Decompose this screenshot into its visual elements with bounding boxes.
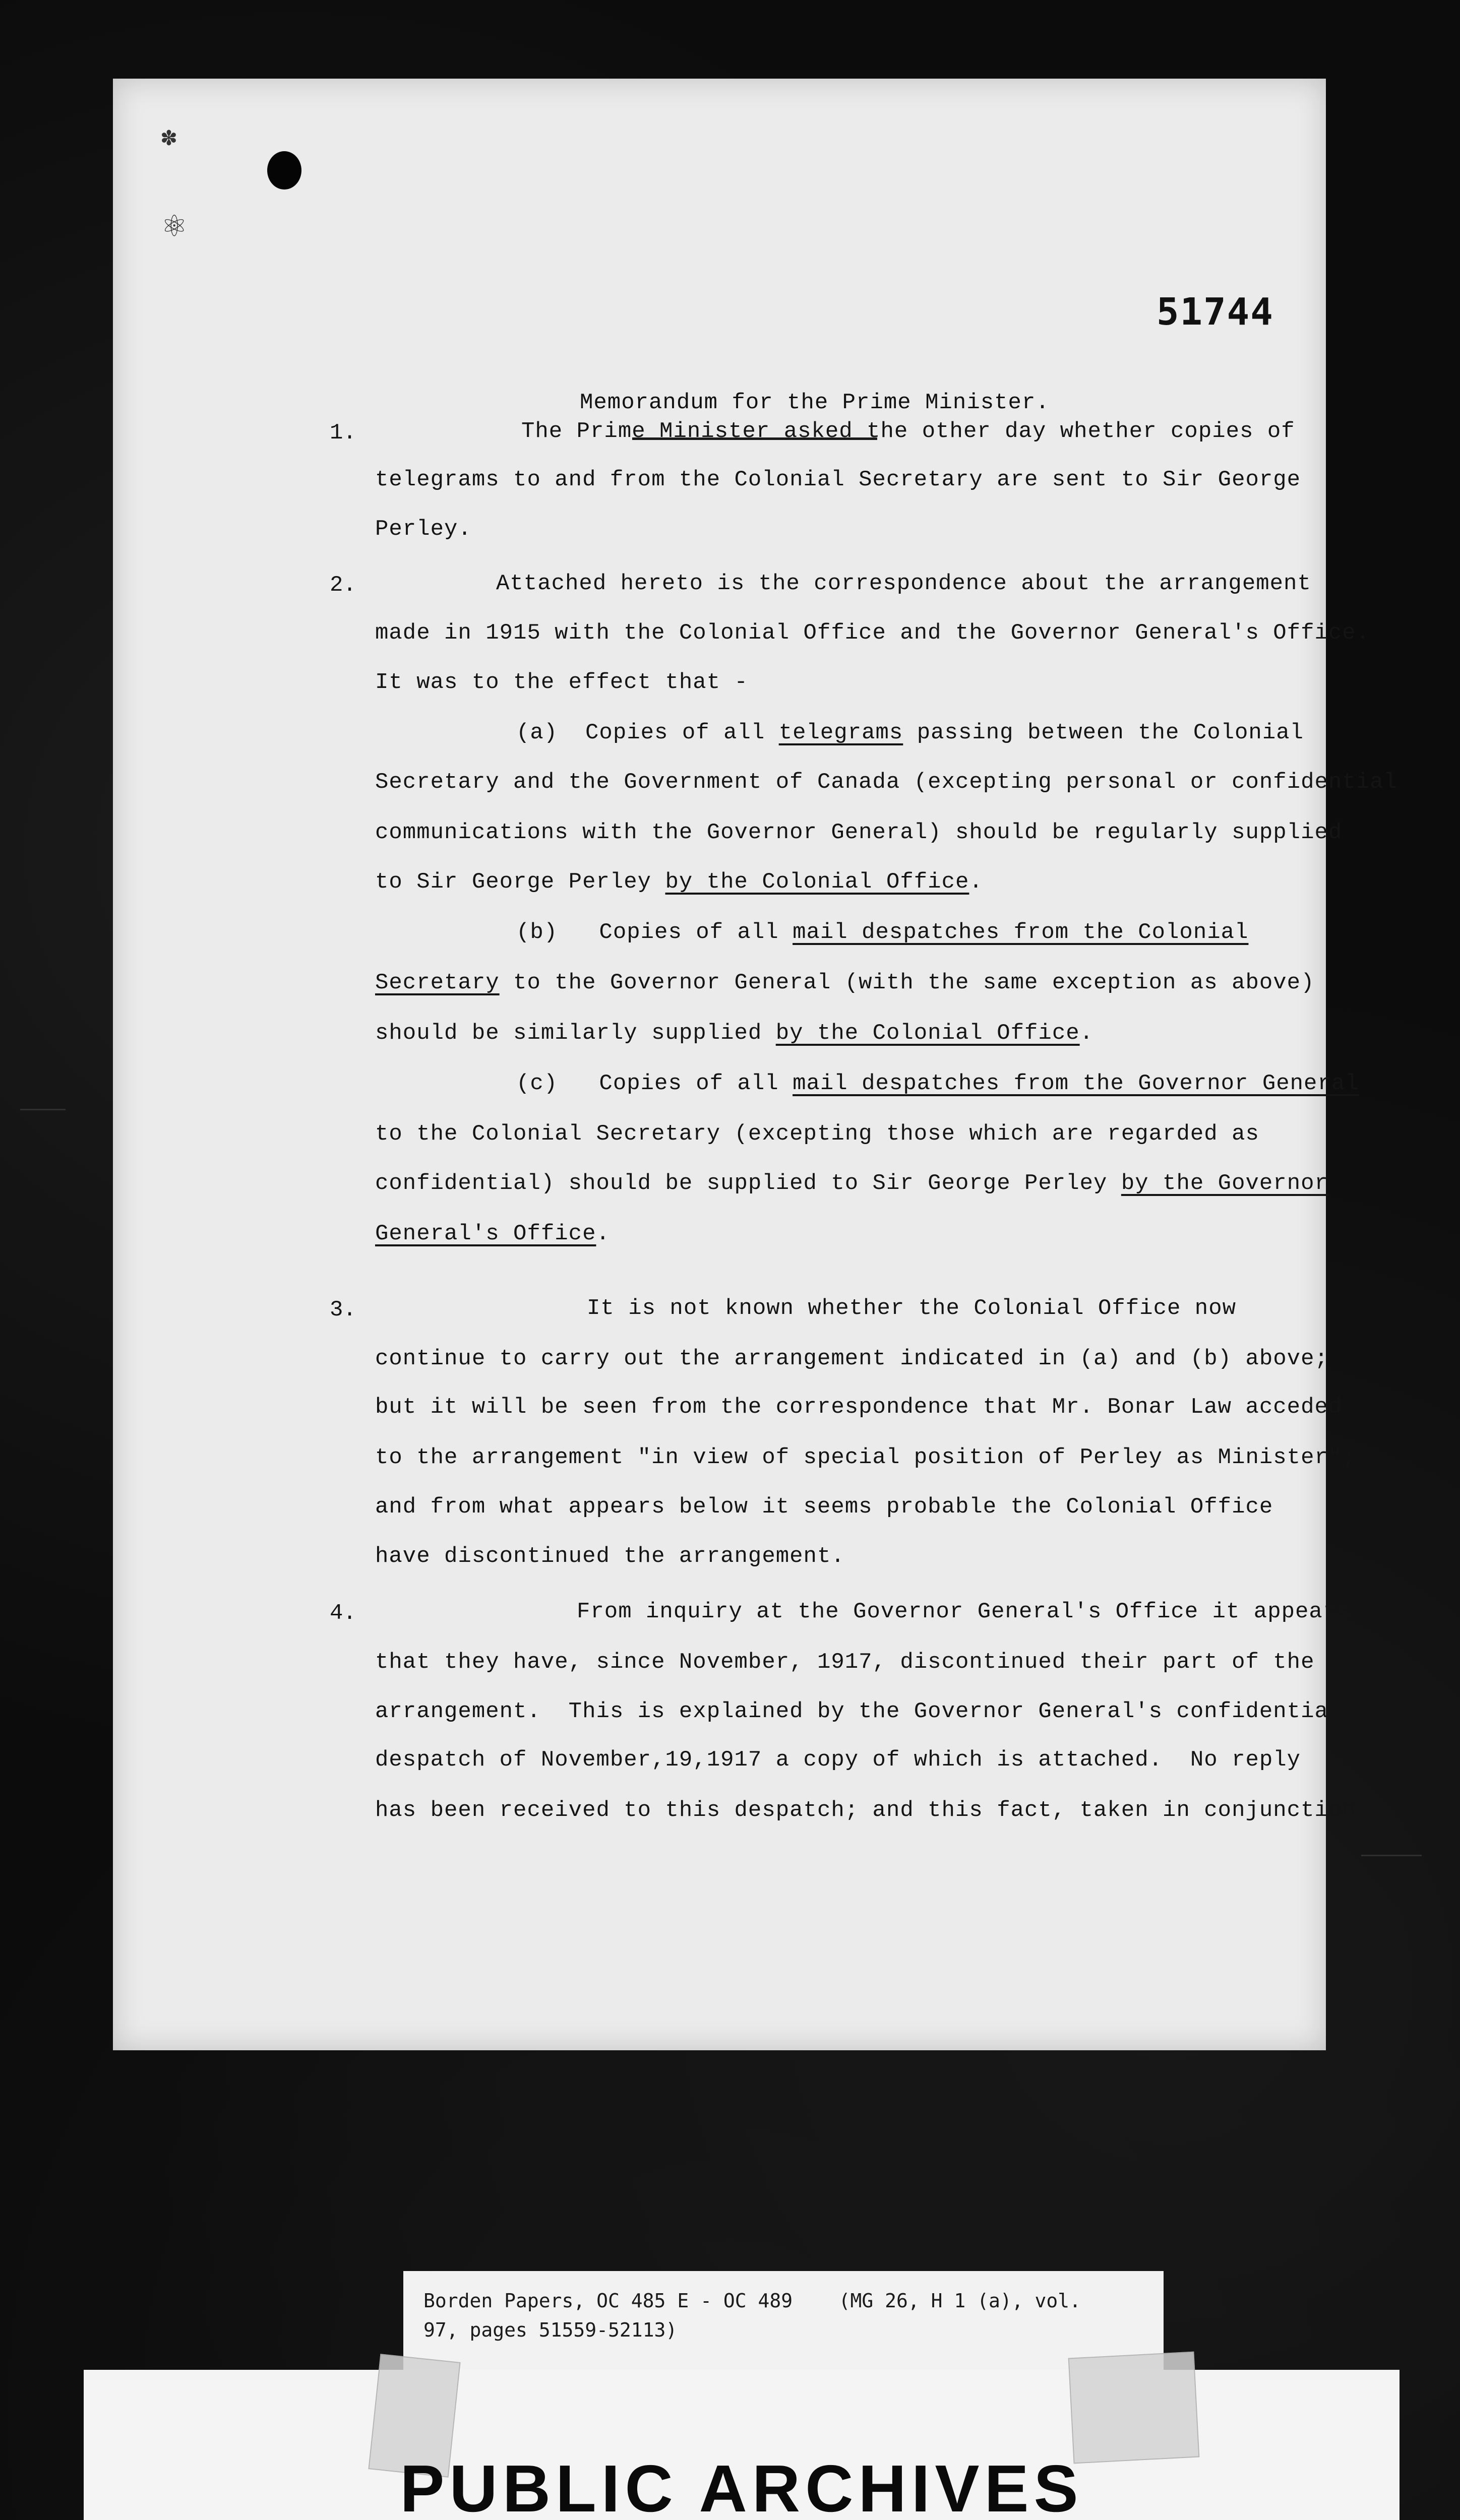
text-segment: (c) Copies of all	[516, 1071, 793, 1096]
text-segment: It is not known whether the Colonial	[587, 1296, 1098, 1321]
paragraph-number: 4.	[330, 1601, 356, 1626]
text-segment: arrangement. This is explained by the Governor General's confidential	[375, 1699, 1343, 1724]
text-line	[375, 1545, 845, 1567]
underlined-phrase: by the Colonial Office	[665, 869, 969, 895]
punch-hole	[267, 151, 301, 190]
text-segment: .	[1079, 1021, 1094, 1046]
underlined-phrase: General's Office	[375, 1221, 596, 1246]
text-line	[516, 921, 1248, 943]
text-segment: (a) Copies of all	[516, 720, 779, 745]
text-line	[577, 1601, 1351, 1623]
text-segment: .	[596, 1221, 610, 1246]
text-line	[375, 1348, 1328, 1370]
text-line	[587, 1297, 1236, 1319]
text-segment: to the Governor General (with the same exception as above)	[499, 970, 1315, 995]
paragraph-number: 1.	[330, 420, 356, 446]
text-line	[516, 722, 1304, 744]
text-segment: have discontinued the arrangement.	[375, 1544, 845, 1569]
stamp-line-english: PUBLIC ARCHIVES	[400, 2451, 1083, 2520]
text-segment: communications with the Governor General) should be regularly supplied	[375, 820, 1343, 845]
text-line	[375, 771, 1397, 793]
text-segment: Attached hereto is the correspondence about the arrangement	[496, 571, 1311, 596]
text-segment: .	[969, 869, 983, 895]
underlined-phrase: by the Colonial Office	[775, 1021, 1080, 1046]
text-segment: Perley.	[375, 517, 472, 542]
text-segment: that they have, since November, 1917, discontinued their part of the	[375, 1650, 1315, 1675]
text-line	[375, 1749, 1301, 1771]
text-segment: should be similarly supplied	[375, 1021, 776, 1046]
memo-title: Memorandum for the Prime Minister.	[580, 390, 1050, 415]
text-segment: has been received to this despatch; and this fact, taken in conjunction	[375, 1798, 1356, 1823]
text-segment: continue to carry out the arrangement indicated in (a) and (b) above;	[375, 1346, 1328, 1371]
underlined-phrase: mail despatches from the Governor General	[793, 1071, 1359, 1096]
text-line	[375, 871, 983, 893]
caption-line-1: Borden Papers, OC 485 E - OC 489 (MG 26, H 1 (a), vol.	[423, 2290, 1081, 2312]
text-segment: but it will be seen from the correspondence that Mr. Bonar Law acceded	[375, 1395, 1343, 1420]
film-scratch	[1361, 1855, 1422, 1856]
text-line	[375, 1396, 1342, 1418]
text-segment: passing between the Colonial	[903, 720, 1304, 745]
text-segment: From inquiry at the Governor General's Office it appears	[577, 1599, 1351, 1624]
text-segment: despatch of November,19,1917 a copy of which is attached. No reply	[375, 1747, 1301, 1773]
underlined-phrase: by the Governor	[1121, 1171, 1328, 1196]
underlined-phrase: telegrams	[778, 720, 903, 745]
text-line	[516, 1073, 1359, 1095]
text-segment: (b) Copies of all	[516, 920, 793, 945]
text-segment: Secretary and the Government of Canada (excepting personal or confidential	[375, 770, 1397, 795]
text-segment: O	[1098, 1296, 1112, 1321]
text-segment: inister asked the other day whether copies of	[673, 419, 1295, 444]
text-line	[375, 518, 472, 540]
text-line	[375, 972, 1315, 994]
archives-stamp	[84, 2370, 1400, 2520]
margin-mark-icon: ✽	[161, 124, 177, 153]
text-line	[521, 420, 1295, 443]
text-line	[375, 822, 1342, 844]
text-line	[375, 671, 748, 694]
archive-caption	[403, 2271, 1164, 2371]
text-line	[375, 622, 1370, 644]
underlined-phrase: mail despatches from the Colonial	[793, 920, 1249, 945]
paragraph-number: 2.	[330, 573, 356, 598]
text-line	[375, 1446, 1356, 1469]
text-segment: to the Colonial Secretary (excepting those which are regarded as	[375, 1121, 1259, 1147]
text-segment: to Sir George Perley	[375, 869, 665, 895]
text-line	[375, 469, 1301, 491]
page-number: 51744	[1157, 290, 1274, 334]
film-scratch	[20, 1109, 66, 1110]
text-segment: telegrams to and from the Colonial Secretary are sent to Sir George	[375, 467, 1301, 492]
text-segment: made in 1915 with the Colonial Office and the Governor General's Office.	[375, 620, 1370, 646]
text-line	[375, 1123, 1259, 1145]
margin-seal-icon: ⚛	[163, 206, 186, 247]
text-line	[375, 1172, 1328, 1194]
text-line	[375, 1651, 1315, 1673]
text-segment: and from what appears below it seems probable the Colonial Office	[375, 1494, 1273, 1520]
text-line	[375, 1223, 610, 1245]
text-segment: to the arrangement "in view of special position of Perley as Minister";	[375, 1445, 1356, 1470]
caption-line-2: 97, pages 51559-52113)	[423, 2319, 678, 2341]
tape-strip	[1068, 2352, 1200, 2464]
text-segment: It was to the effect that -	[375, 670, 748, 695]
text-segment: The Prime	[521, 419, 660, 444]
paragraph-number: 3.	[330, 1297, 356, 1322]
text-line	[375, 1022, 1093, 1044]
text-segment: confidential) should be supplied to Sir George Perley	[375, 1171, 1121, 1196]
memo-page	[113, 79, 1397, 2050]
text-line	[375, 1496, 1273, 1518]
text-line	[375, 1799, 1356, 1821]
text-segment: ffice now	[1112, 1296, 1237, 1321]
underlined-phrase: Secretary	[375, 970, 500, 995]
text-line	[496, 573, 1311, 595]
text-segment: M	[659, 419, 674, 444]
text-line	[375, 1700, 1342, 1723]
